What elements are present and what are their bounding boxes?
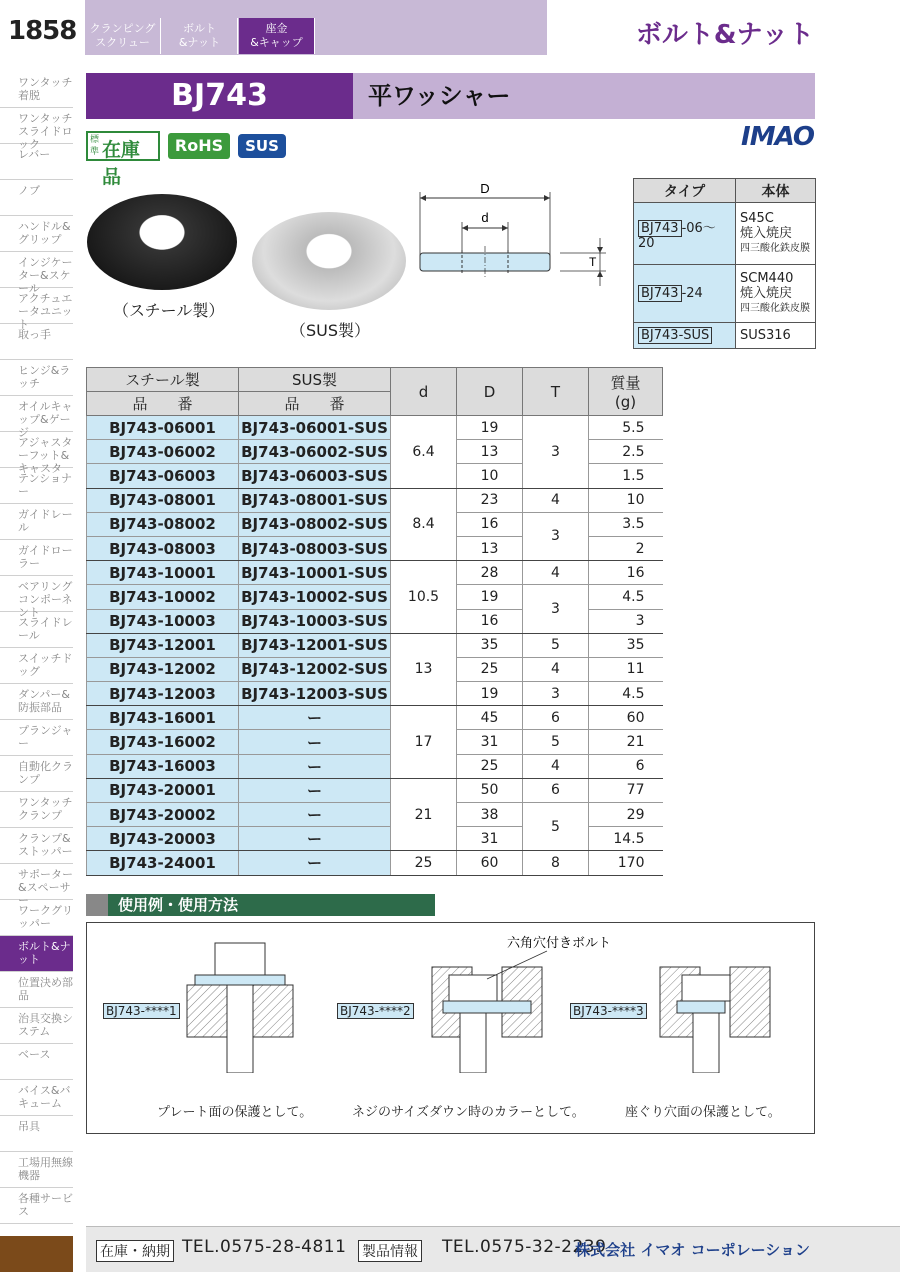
sidebar-item[interactable]: バイス&バキューム (0, 1080, 73, 1116)
table-cell: BJ743-08001 (87, 488, 239, 512)
stock-label: 在庫・納期 (96, 1240, 174, 1262)
table-cell: BJ743-10002 (87, 585, 239, 609)
table-row (87, 851, 663, 875)
bolt-note: 六角穴付きボルト (507, 935, 612, 950)
sidebar-item[interactable]: ワンタッチ着脱 (0, 72, 73, 108)
table-cell: BJ743-08003 (87, 536, 239, 560)
company-name: 株式会社 イマオ コーポレーション (575, 1241, 810, 1259)
table-cell: 35 (589, 633, 663, 657)
table-cell: BJ743-16003 (87, 754, 239, 778)
table-row (87, 512, 663, 536)
type-cell: BJ743-SUS (634, 323, 736, 349)
table-cell: BJ743-10002-SUS (239, 585, 391, 609)
sidebar (0, 72, 73, 1224)
sidebar-item[interactable]: 取っ手 (0, 324, 73, 360)
sidebar-item[interactable]: ハンドル&グリップ (0, 216, 73, 252)
table-row (87, 585, 663, 609)
sidebar-item[interactable]: ベース (0, 1044, 73, 1080)
category-title: ボルト&ナット (635, 20, 814, 50)
table-cell: 16 (589, 561, 663, 585)
table-cell: 60 (457, 851, 523, 875)
table-cell: 6 (589, 754, 663, 778)
table-cell: 8.4 (391, 488, 457, 561)
table-cell: 4 (523, 754, 589, 778)
sidebar-item[interactable]: 位置決め部品 (0, 972, 73, 1008)
sidebar-item[interactable]: 各種サービス (0, 1188, 73, 1224)
table-cell: 5 (523, 730, 589, 754)
tab-clamping-screw[interactable]: クランピング スクリュー (85, 18, 161, 54)
table-cell: 19 (457, 585, 523, 609)
table-cell: 5 (523, 803, 589, 851)
table-cell: BJ743-20002 (87, 803, 239, 827)
material-cell: S45C 焼入焼戻 四三酸化鉄皮膜 (736, 203, 816, 265)
usage-caption-3: 座ぐり穴面の保護として。 (625, 1105, 781, 1120)
table-row (87, 706, 663, 730)
stock-badge-small: 標準 (90, 135, 100, 157)
table-cell: 21 (589, 730, 663, 754)
table-cell: 170 (589, 851, 663, 875)
sidebar-item[interactable]: プランジャー (0, 720, 73, 756)
table-cell: 38 (457, 803, 523, 827)
sidebar-footer-block (0, 1236, 73, 1272)
table-cell: 21 (391, 778, 457, 851)
table-cell: ー (239, 827, 391, 851)
table-cell: BJ743-24001 (87, 851, 239, 875)
steel-caption: （スチール製） (113, 301, 225, 320)
diagram-label-d: d (481, 210, 489, 225)
table-cell: 6 (523, 778, 589, 802)
material-header: 本体 (736, 179, 816, 203)
table-cell: 3 (523, 682, 589, 706)
table-cell: 11 (589, 657, 663, 681)
stock-tel[interactable]: TEL.0575-28-4811 (182, 1237, 347, 1257)
table-row (87, 657, 663, 681)
sidebar-item[interactable]: クランプ&ストッパー (0, 828, 73, 864)
sus-washer-photo (252, 212, 406, 310)
page-number: 1858 (8, 16, 77, 46)
table-cell: 13 (391, 633, 457, 706)
usage-caption-1: プレート面の保護として。 (157, 1105, 313, 1120)
type-header: タイプ (634, 179, 736, 203)
title-bar (86, 73, 815, 119)
material-cell: SCM440 焼入焼戻 四三酸化鉄皮膜 (736, 265, 816, 323)
table-cell: 5 (523, 633, 589, 657)
table-cell: ー (239, 754, 391, 778)
table-row (87, 488, 663, 512)
table-cell: BJ743-12001 (87, 633, 239, 657)
table-cell: BJ743-08002 (87, 512, 239, 536)
table-cell: 16 (457, 512, 523, 536)
sidebar-item[interactable]: ワンタッチクランプ (0, 792, 73, 828)
sidebar-item[interactable]: スライドレール (0, 612, 73, 648)
type-cell: BJ743 -24 (634, 265, 736, 323)
header-T: T (523, 368, 589, 416)
usage-label-1: BJ743-****1 (103, 1003, 180, 1019)
table-cell: BJ743-10001-SUS (239, 561, 391, 585)
table-cell: BJ743-08001-SUS (239, 488, 391, 512)
table-cell: BJ743-10003 (87, 609, 239, 633)
usage-examples (86, 922, 815, 1134)
table-cell: 4.5 (589, 585, 663, 609)
table-cell: BJ743-12001-SUS (239, 633, 391, 657)
table-cell: 4 (523, 488, 589, 512)
usage-caption-2: ネジのサイズダウン時のカラーとして。 (352, 1105, 585, 1120)
table-cell: 77 (589, 778, 663, 802)
header-steel-pn: 品 番 (87, 392, 239, 416)
sidebar-item[interactable]: ノブ (0, 180, 73, 216)
table-row (87, 778, 663, 802)
table-cell: 19 (457, 682, 523, 706)
top-tabs (85, 0, 547, 55)
sidebar-item[interactable]: スイッチドッグ (0, 648, 73, 684)
table-row (87, 416, 663, 440)
sidebar-item[interactable]: 治具交換システム (0, 1008, 73, 1044)
sidebar-item[interactable]: ヒンジ&ラッチ (0, 360, 73, 396)
table-cell: 10 (589, 488, 663, 512)
table-cell: BJ743-10001 (87, 561, 239, 585)
table-row (87, 754, 663, 778)
table-cell: 6 (523, 706, 589, 730)
table-cell: 28 (457, 561, 523, 585)
table-cell: BJ743-06003 (87, 464, 239, 488)
usage-diagram (87, 923, 814, 1073)
header-steel: スチール製 (87, 368, 239, 392)
usage-label-3: BJ743-****3 (570, 1003, 647, 1019)
table-cell: 1.5 (589, 464, 663, 488)
table-cell: 3 (523, 585, 589, 633)
sus-badge: SUS (238, 134, 286, 158)
table-cell: 25 (391, 851, 457, 875)
rohs-badge: RoHS (168, 133, 230, 159)
table-cell: 4 (523, 657, 589, 681)
sidebar-item[interactable]: ベアリングコンポーネント (0, 576, 73, 612)
table-cell: 2 (589, 536, 663, 560)
usage-label-2: BJ743-****2 (337, 1003, 414, 1019)
table-cell: BJ743-20001 (87, 778, 239, 802)
table-cell: 5.5 (589, 416, 663, 440)
table-cell: 14.5 (589, 827, 663, 851)
table-cell: 3 (589, 609, 663, 633)
table-cell: BJ743-08002-SUS (239, 512, 391, 536)
table-cell: 4.5 (589, 682, 663, 706)
header-mass: 質量 (g) (589, 368, 663, 416)
table-cell: 19 (457, 416, 523, 440)
dimension-diagram (410, 178, 620, 298)
table-cell: 60 (589, 706, 663, 730)
brand-logo: IMAO (741, 122, 814, 152)
table-cell: BJ743-20003 (87, 827, 239, 851)
table-cell: BJ743-06001-SUS (239, 416, 391, 440)
header-sus: SUS製 (239, 368, 391, 392)
table-cell: BJ743-12003 (87, 682, 239, 706)
sidebar-item[interactable]: ダンパー&防振部品 (0, 684, 73, 720)
tab-bolt-nut[interactable]: ボルト &ナット (162, 18, 238, 54)
table-cell: BJ743-06002 (87, 440, 239, 464)
table-cell: BJ743-08003-SUS (239, 536, 391, 560)
table-row (87, 803, 663, 827)
table-cell: 25 (457, 657, 523, 681)
table-cell: BJ743-06002-SUS (239, 440, 391, 464)
table-row (87, 730, 663, 754)
table-cell: ー (239, 778, 391, 802)
sidebar-item[interactable]: アクチュエータユニット (0, 288, 73, 324)
model-number: BJ743 (86, 73, 353, 119)
sus-caption: （SUS製） (290, 321, 371, 340)
diagram-label-T: T (589, 255, 597, 269)
table-cell: BJ743-16001 (87, 706, 239, 730)
material-cell: SUS316 (736, 323, 816, 349)
table-cell: BJ743-12003-SUS (239, 682, 391, 706)
sidebar-item[interactable]: オイルキャップ&ゲージ (0, 396, 73, 432)
table-cell: 8 (523, 851, 589, 875)
sidebar-item[interactable]: テンショナー (0, 468, 73, 504)
info-tel[interactable]: TEL.0575-32-2239 (442, 1237, 607, 1257)
footer (86, 1226, 900, 1272)
sidebar-item[interactable]: 工場用無線機器 (0, 1152, 73, 1188)
header-D: D (457, 368, 523, 416)
table-cell: 31 (457, 730, 523, 754)
product-name: 平ワッシャー (368, 82, 511, 110)
diagram-label-D: D (480, 181, 490, 196)
sidebar-item[interactable]: アジャスターフット&キャスタ (0, 432, 73, 468)
table-row (87, 561, 663, 585)
table-cell: BJ743-12002 (87, 657, 239, 681)
table-cell: 3 (523, 416, 589, 489)
tab-washer-cap[interactable]: 座金 &キャップ (239, 18, 315, 54)
table-cell: 25 (457, 754, 523, 778)
table-cell: ー (239, 706, 391, 730)
sidebar-item[interactable]: ガイドローラー (0, 540, 73, 576)
table-cell: 13 (457, 440, 523, 464)
header-d: d (391, 368, 457, 416)
table-cell: BJ743-06001 (87, 416, 239, 440)
sidebar-item[interactable]: サポーター&スペーサー (0, 864, 73, 900)
table-cell: ー (239, 730, 391, 754)
table-cell: 23 (457, 488, 523, 512)
stock-badge (86, 131, 160, 188)
table-cell: 17 (391, 706, 457, 779)
table-cell: BJ743-16002 (87, 730, 239, 754)
spec-table (86, 367, 663, 876)
table-cell: 31 (457, 827, 523, 851)
table-cell: BJ743-10003-SUS (239, 609, 391, 633)
sidebar-item[interactable]: ガイドレール (0, 504, 73, 540)
table-row (87, 682, 663, 706)
sidebar-item[interactable]: インジケーター&スケール (0, 252, 73, 288)
steel-washer-photo (87, 194, 237, 290)
sidebar-item[interactable]: 自動化クランプ (0, 756, 73, 792)
table-cell: 10.5 (391, 561, 457, 634)
table-cell: BJ743-12002-SUS (239, 657, 391, 681)
table-cell: 6.4 (391, 416, 457, 489)
table-cell: ー (239, 851, 391, 875)
sidebar-item[interactable]: ワークグリッパー (0, 900, 73, 936)
type-cell: BJ743 -06〜20 (634, 203, 736, 265)
table-cell: 2.5 (589, 440, 663, 464)
table-cell: 10 (457, 464, 523, 488)
header-sus-pn: 品 番 (239, 392, 391, 416)
type-material-table (633, 178, 816, 349)
table-cell: 50 (457, 778, 523, 802)
table-cell: 13 (457, 536, 523, 560)
usage-header: 使用例・使用方法 (86, 894, 435, 916)
sidebar-item[interactable]: 吊具 (0, 1116, 73, 1152)
table-cell: ー (239, 803, 391, 827)
sidebar-item[interactable]: ワンタッチスライドロック (0, 108, 73, 144)
table-cell: 3 (523, 512, 589, 560)
table-cell: 45 (457, 706, 523, 730)
table-cell: 3.5 (589, 512, 663, 536)
table-row (87, 633, 663, 657)
sidebar-item[interactable]: レバー (0, 144, 73, 180)
table-cell: 4 (523, 561, 589, 585)
table-cell: BJ743-06003-SUS (239, 464, 391, 488)
table-cell: 35 (457, 633, 523, 657)
stock-badge-label: 在庫品 (102, 139, 141, 188)
info-label: 製品情報 (358, 1240, 422, 1262)
table-cell: 16 (457, 609, 523, 633)
table-cell: 29 (589, 803, 663, 827)
sidebar-item[interactable]: ボルト&ナット (0, 936, 73, 972)
